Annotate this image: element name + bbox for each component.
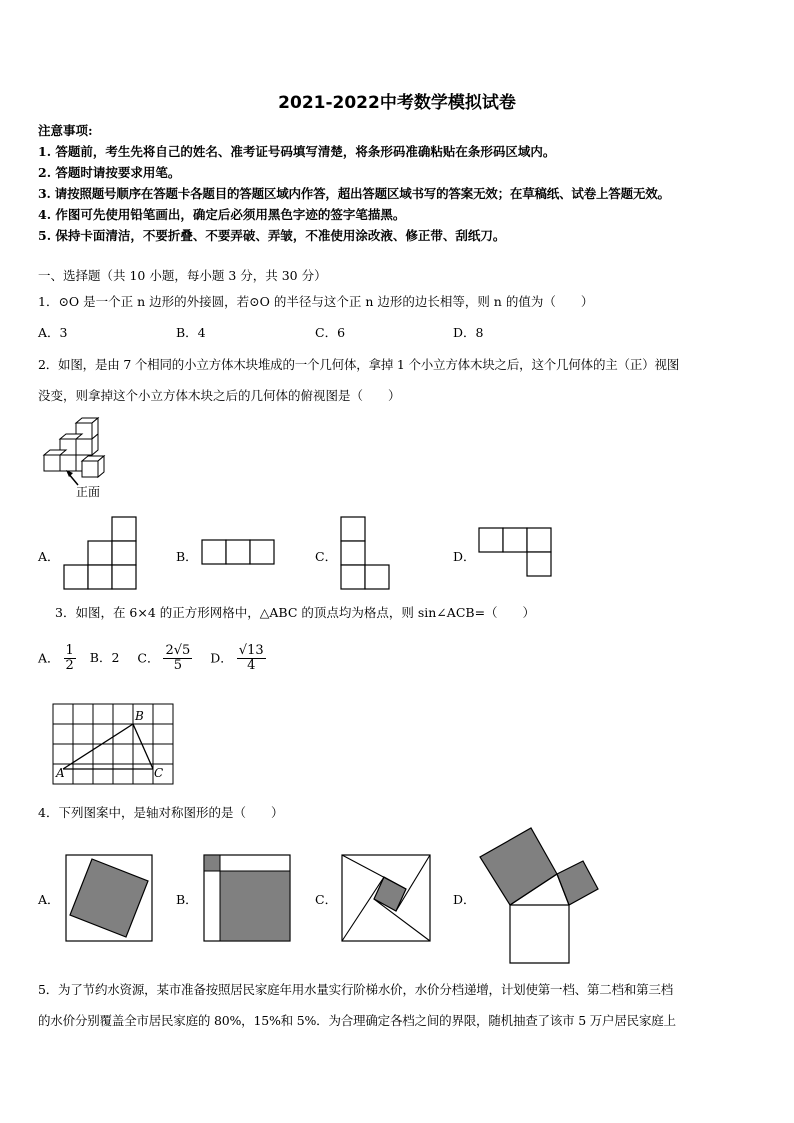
q4-option-a-figure xyxy=(64,853,154,943)
q3-options xyxy=(38,644,266,684)
q3-grid-figure xyxy=(50,702,180,786)
q3-option-d[interactable]: D． xyxy=(210,650,233,666)
q4-option-c[interactable]: C． xyxy=(315,892,338,907)
point-a-label: A xyxy=(56,766,65,780)
note-item: 1. 答题前，考生先将自己的姓名、准考证号码填写清楚，将条形码准确粘贴在条形码区域内。 xyxy=(38,144,556,159)
q4-option-d[interactable]: D． xyxy=(453,892,476,907)
note-item: 4. 作图可先使用铅笔画出，确定后必须用黑色字迹的签字笔描黑。 xyxy=(38,207,406,222)
q2-option-a[interactable]: A． xyxy=(38,549,60,564)
q2-option-d[interactable]: D． xyxy=(453,549,476,564)
q2-option-c-figure xyxy=(337,515,393,591)
question-4: 4．下列图案中，是轴对称图形的是（ ） xyxy=(38,805,284,820)
denominator: 4 xyxy=(247,658,256,674)
q1-option-b[interactable]: B．4 xyxy=(176,325,206,340)
note-item: 2. 答题时请按要求用笔。 xyxy=(38,165,181,180)
q1-option-d[interactable]: D．8 xyxy=(453,325,484,340)
numerator: 2√5 xyxy=(165,643,191,658)
q1-option-a[interactable]: A．3 xyxy=(38,325,68,340)
q4-option-b[interactable]: B． xyxy=(176,892,198,907)
q2-option-b[interactable]: B． xyxy=(176,549,198,564)
question-2-line-1: 2．如图，是由 7 个相同的小立方体木块堆成的一个几何体，拿掉 1 个小立方体木块之后，这个几何体的主（正）视图 xyxy=(38,357,680,372)
section-heading: 一、选择题（共 10 小题，每小题 3 分，共 30 分） xyxy=(38,268,327,283)
q4-option-b-figure xyxy=(202,853,292,943)
fraction-two-root-five-over-five xyxy=(163,644,192,674)
note-item: 3. 请按照题号顺序在答题卡各题目的答题区域内作答，超出答题区域书写的答案无效；在草稿纸、试卷上答题无效。 xyxy=(38,186,670,201)
fraction-root-thirteen-over-four xyxy=(237,644,266,674)
q3-option-b[interactable]: B．2 xyxy=(89,650,120,666)
q4-option-d-figure xyxy=(475,825,605,965)
q2-option-c[interactable]: C． xyxy=(315,549,338,564)
q2-option-b-figure xyxy=(198,538,278,568)
denominator: 2 xyxy=(65,658,74,674)
note-item: 5. 保持卡面清洁，不要折叠、不要弄破、弄皱，不准使用涂改液、修正带、刮纸刀。 xyxy=(38,228,506,243)
front-label: 正面 xyxy=(76,485,101,499)
question-3: 3．如图，在 6×4 的正方形网格中，△ABC 的顶点均为格点，则 sin∠ACB=（ ） xyxy=(55,605,536,620)
q3-option-c[interactable]: C． xyxy=(137,650,160,666)
q4-option-c-figure xyxy=(340,853,432,943)
question-1: 1．⊙O 是一个正 n 边形的外接圆，若⊙O 的半径与这个正 n 边形的边长相等，则 n 的值为（ ） xyxy=(38,294,594,309)
question-2-line-2: 没变，则拿掉这个小立方体木块之后的几何体的俯视图是（ ） xyxy=(38,388,401,403)
q4-option-a[interactable]: A． xyxy=(38,892,60,907)
q3-option-a[interactable]: A． xyxy=(38,650,60,666)
fraction-one-half xyxy=(64,644,76,674)
question-5-line-1: 5．为了节约水资源，某市准备按照居民家庭年用水量实行阶梯水价，水价分档递增，计划使第一档、第二档和第三档 xyxy=(38,982,674,997)
notes-heading: 注意事项: xyxy=(38,123,93,138)
question-5-line-2: 的水价分别覆盖全市居民家庭的 80%，15%和 5%．为合理确定各档之间的界限，随机抽查了该市 5 万户居民家庭上 xyxy=(38,1013,676,1028)
q2-cube-figure xyxy=(38,415,118,501)
numerator: 1 xyxy=(65,643,74,658)
denominator: 5 xyxy=(173,658,183,674)
point-b-label: B xyxy=(135,709,144,723)
numerator: √13 xyxy=(238,643,264,658)
page-title: 2021-2022中考数学模拟试卷 xyxy=(278,93,516,113)
point-c-label: C xyxy=(154,766,164,780)
q2-option-d-figure xyxy=(475,526,555,580)
q1-option-c[interactable]: C．6 xyxy=(315,325,346,340)
q2-option-a-figure xyxy=(60,515,140,591)
